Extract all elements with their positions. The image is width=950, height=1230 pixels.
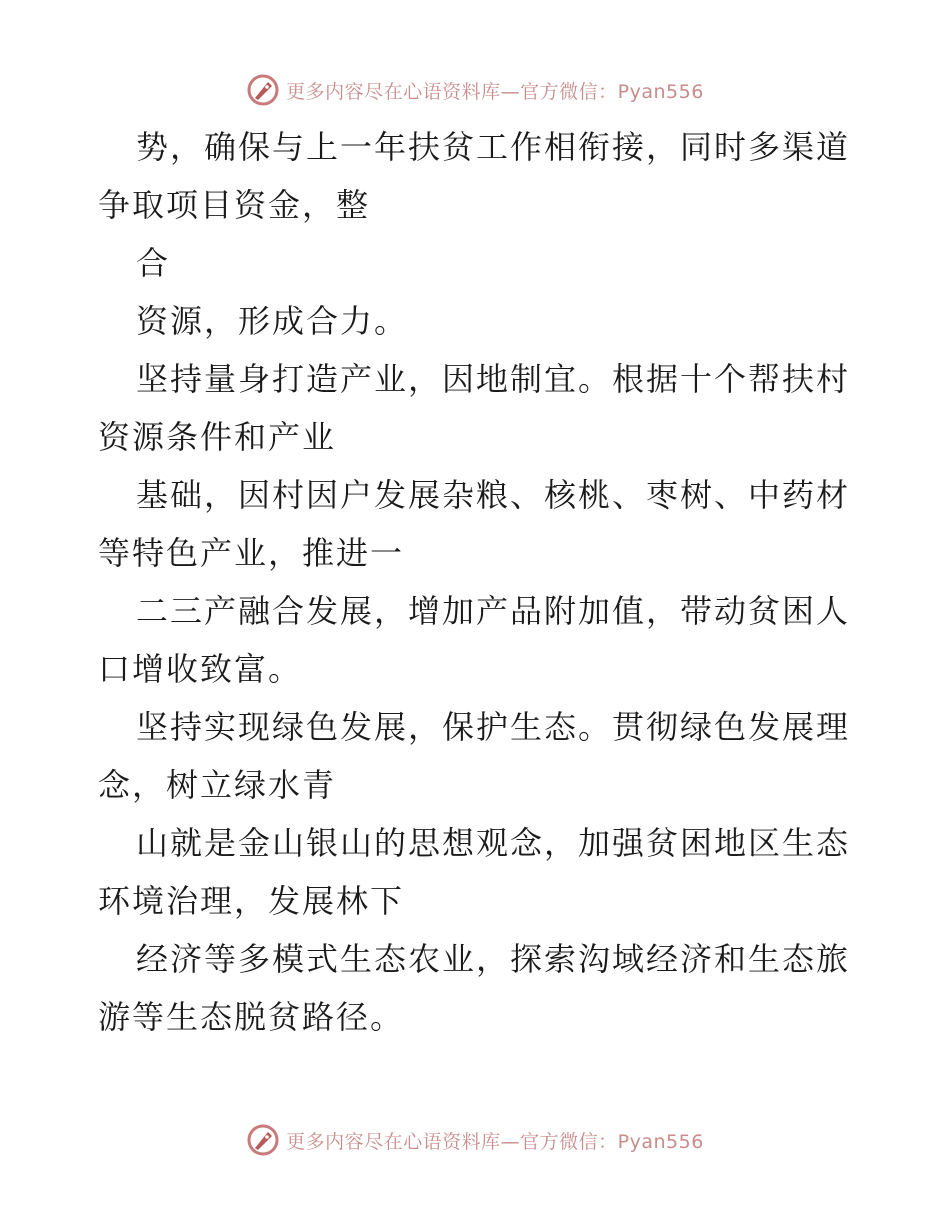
document-body: [98, 118, 858, 1046]
body-line: 基础，因村因户发展杂粮、核桃、枣树、中药材: [136, 476, 851, 514]
body-line: 环境治理，发展林下: [98, 882, 405, 920]
pen-nib-logo-icon: [246, 1123, 280, 1157]
footer-watermark: [0, 1120, 950, 1160]
body-line: 合: [136, 244, 171, 282]
body-line: 等特色产业，推进一: [98, 534, 405, 572]
pen-nib-logo-icon: [246, 73, 280, 107]
body-line: 口增收致富。: [98, 650, 303, 688]
body-line: 二三产融合发展，增加产品附加值，带动贫困人: [136, 592, 851, 630]
header-watermark: [0, 70, 950, 110]
body-line: 资源，形成合力。: [136, 302, 409, 340]
body-line: 念，树立绿水青: [98, 766, 337, 804]
body-line: 坚持实现绿色发展，保护生态。贯彻绿色发展理: [136, 708, 851, 746]
body-line: 坚持量身打造产业，因地制宜。根据十个帮扶村: [136, 360, 851, 398]
watermark-text: 更多内容尽在心语资料库—官方微信：Pyan556: [286, 1130, 704, 1153]
body-line: 资源条件和产业: [98, 418, 337, 456]
body-line: 游等生态脱贫路径。: [98, 998, 405, 1036]
body-line: 争取项目资金，整: [98, 186, 371, 224]
body-line: 山就是金山银山的思想观念，加强贫困地区生态: [136, 824, 851, 862]
body-line: 势，确保与上一年扶贫工作相衔接，同时多渠道: [136, 128, 851, 166]
body-line: 经济等多模式生态农业，探索沟域经济和生态旅: [136, 940, 851, 978]
watermark-text: 更多内容尽在心语资料库—官方微信：Pyan556: [286, 80, 704, 103]
